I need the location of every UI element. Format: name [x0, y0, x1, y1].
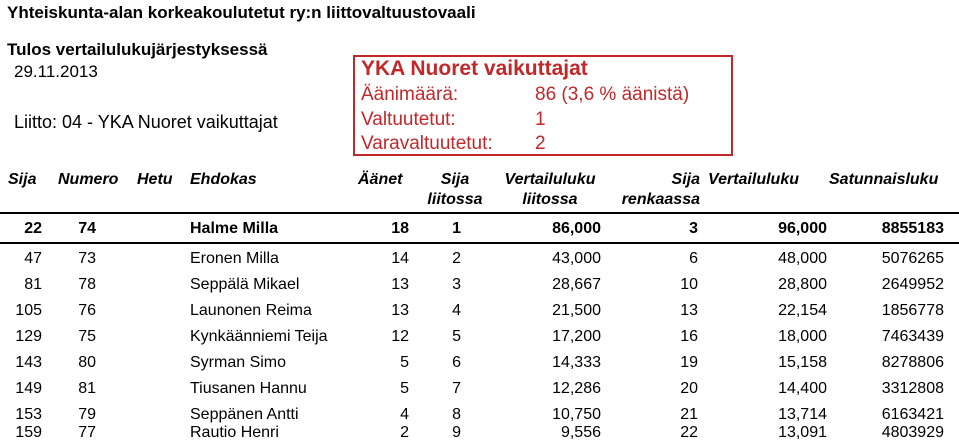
- cell-sija-renkaassa: 3: [689, 220, 698, 237]
- cell-aanet: 5: [400, 380, 409, 397]
- cell-aanet: 14: [391, 250, 409, 267]
- cell-ehdokas: Seppälä Mikael: [190, 276, 300, 293]
- col-sija-liitossa-line2: liitossa: [427, 191, 483, 208]
- table-row: [0, 324, 959, 349]
- cell-aanet: 2: [400, 424, 409, 441]
- cell-sija-renkaassa: 10: [680, 276, 698, 293]
- votes-value: 86 (3,6 % äänistä): [535, 84, 690, 105]
- result-subtitle: Tulos vertailulukujärjestyksessä: [7, 40, 268, 59]
- cell-sija-renkaassa: 6: [689, 250, 698, 267]
- cell-vertailuluku: 13,714: [778, 406, 827, 423]
- cell-aanet: 4: [400, 406, 409, 423]
- cell-sija-liitossa: 6: [452, 354, 461, 371]
- table-row: [0, 420, 959, 445]
- cell-satunnaisluku: 4803929: [881, 424, 944, 441]
- cell-aanet: 18: [391, 220, 409, 237]
- col-sija-liitossa: [420, 170, 490, 210]
- cell-vert-liitossa: 17,200: [552, 328, 601, 345]
- col-sija-renkaassa: [600, 170, 700, 210]
- col-vert-liitossa: [492, 170, 608, 210]
- cell-vertailuluku: 14,400: [778, 380, 827, 397]
- table-row: [0, 350, 959, 375]
- cell-vertailuluku: 13,091: [778, 424, 827, 441]
- cell-sija-liitossa: 7: [452, 380, 461, 397]
- cell-sija-liitossa: 3: [452, 276, 461, 293]
- org-title: Yhteiskunta-alan korkeakoulutetut ry:n liittovaltuustovaali: [7, 3, 476, 22]
- cell-vert-liitossa: 28,667: [552, 276, 601, 293]
- cell-sija: 153: [15, 406, 42, 423]
- col-numero: Numero: [58, 171, 119, 188]
- cell-sija-liitossa: 4: [452, 302, 461, 319]
- cell-sija: 81: [24, 276, 42, 293]
- cell-sija-renkaassa: 22: [680, 424, 698, 441]
- elected-value: 1: [535, 109, 546, 130]
- col-vertailuluku: Vertailuluku: [708, 171, 799, 188]
- cell-ehdokas: Seppänen Antti: [190, 406, 299, 423]
- cell-vert-liitossa: 86,000: [552, 220, 601, 237]
- summary-box: [353, 55, 733, 156]
- cell-sija: 47: [24, 250, 42, 267]
- cell-satunnaisluku: 5076265: [881, 250, 944, 267]
- cell-sija-renkaassa: 16: [680, 328, 698, 345]
- cell-numero: 73: [78, 250, 96, 267]
- cell-sija-liitossa: 8: [452, 406, 461, 423]
- table-row: [0, 246, 959, 271]
- cell-sija: 149: [15, 380, 42, 397]
- cell-numero: 78: [78, 276, 96, 293]
- cell-sija-liitossa: 9: [452, 424, 461, 441]
- col-aanet: Äänet: [358, 171, 403, 188]
- cell-numero: 81: [78, 380, 96, 397]
- col-vert-liitossa-line1: Vertailuluku: [504, 171, 596, 188]
- cell-ehdokas: Halme Milla: [190, 220, 279, 237]
- cell-ehdokas: Tiusanen Hannu: [190, 380, 307, 397]
- col-sija-renkaassa-line1: Sija: [671, 171, 700, 188]
- cell-sija-liitossa: 5: [452, 328, 461, 345]
- cell-aanet: 12: [391, 328, 409, 345]
- cell-numero: 76: [78, 302, 96, 319]
- cell-vertailuluku: 15,158: [778, 354, 827, 371]
- table-row: [0, 376, 959, 401]
- cell-satunnaisluku: 2649952: [881, 276, 944, 293]
- cell-satunnaisluku: 3312808: [881, 380, 944, 397]
- cell-numero: 75: [78, 328, 96, 345]
- table-row: [0, 216, 959, 241]
- cell-satunnaisluku: 6163421: [881, 406, 944, 423]
- cell-aanet: 13: [391, 302, 409, 319]
- summary-title: YKA Nuoret vaikuttajat: [361, 57, 588, 80]
- deputies-value: 2: [535, 133, 546, 154]
- col-ehdokas: Ehdokas: [190, 171, 257, 188]
- cell-ehdokas: Syrman Simo: [190, 354, 287, 371]
- cell-sija-renkaassa: 21: [680, 406, 698, 423]
- cell-numero: 74: [78, 220, 96, 237]
- cell-ehdokas: Launonen Reima: [190, 302, 312, 319]
- cell-vert-liitossa: 12,286: [552, 380, 601, 397]
- table-row: [0, 298, 959, 323]
- cell-aanet: 13: [391, 276, 409, 293]
- cell-vertailuluku: 96,000: [778, 220, 827, 237]
- cell-aanet: 5: [400, 354, 409, 371]
- liitto-label: Liitto: 04 - YKA Nuoret vaikuttajat: [14, 112, 278, 132]
- votes-label: Äänimäärä:: [361, 84, 459, 105]
- cell-satunnaisluku: 7463439: [881, 328, 944, 345]
- cell-sija-liitossa: 1: [452, 220, 461, 237]
- col-vert-liitossa-line2: liitossa: [522, 191, 578, 208]
- table-row: [0, 272, 959, 297]
- col-sija-renkaassa-line2: renkaassa: [621, 191, 700, 208]
- col-hetu: Hetu: [137, 171, 173, 188]
- cell-vertailuluku: 18,000: [778, 328, 827, 345]
- col-satunnaisluku: Satunnaisluku: [829, 171, 939, 188]
- elected-label: Valtuutetut:: [361, 109, 456, 130]
- header-divider: [0, 212, 959, 214]
- cell-sija-renkaassa: 13: [680, 302, 698, 319]
- cell-vertailuluku: 48,000: [778, 250, 827, 267]
- result-date: 29.11.2013: [14, 62, 98, 81]
- cell-ehdokas: Eronen Milla: [190, 250, 279, 267]
- cell-ehdokas: Kynkäänniemi Teija: [190, 328, 328, 345]
- cell-sija: 129: [15, 328, 42, 345]
- cell-vertailuluku: 22,154: [778, 302, 827, 319]
- first-row-divider: [0, 242, 959, 244]
- cell-satunnaisluku: 8855183: [881, 220, 944, 237]
- cell-satunnaisluku: 8278806: [881, 354, 944, 371]
- cell-numero: 77: [78, 424, 96, 441]
- cell-vert-liitossa: 21,500: [552, 302, 601, 319]
- cell-vert-liitossa: 9,556: [560, 424, 601, 441]
- cell-vert-liitossa: 14,333: [552, 354, 601, 371]
- cell-numero: 79: [78, 406, 96, 423]
- cell-sija-renkaassa: 19: [680, 354, 698, 371]
- cell-sija: 143: [15, 354, 42, 371]
- cell-numero: 80: [78, 354, 96, 371]
- col-sija: Sija: [8, 171, 37, 188]
- cell-sija-liitossa: 2: [452, 250, 461, 267]
- cell-vert-liitossa: 10,750: [552, 406, 601, 423]
- cell-sija: 22: [24, 220, 42, 237]
- col-sija-liitossa-line1: Sija: [440, 171, 470, 188]
- cell-satunnaisluku: 1856778: [881, 302, 944, 319]
- cell-sija: 105: [15, 302, 42, 319]
- deputies-label: Varavaltuutetut:: [361, 133, 493, 154]
- cell-ehdokas: Rautio Henri: [190, 424, 279, 441]
- cell-vert-liitossa: 43,000: [552, 250, 601, 267]
- cell-sija-renkaassa: 20: [680, 380, 698, 397]
- cell-sija: 159: [15, 424, 42, 441]
- cell-vertailuluku: 28,800: [778, 276, 827, 293]
